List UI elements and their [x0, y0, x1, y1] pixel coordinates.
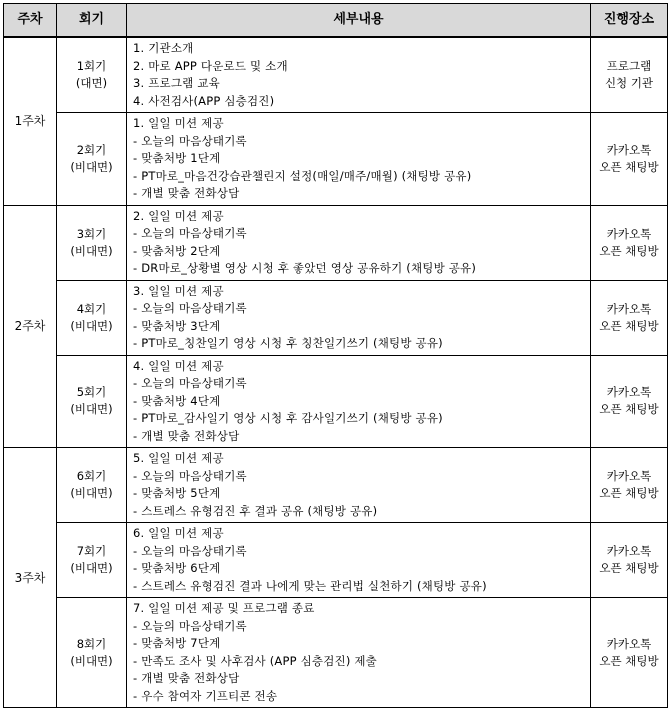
place-cell: 카카오톡 오픈 채팅방: [591, 523, 668, 598]
session-cell: 8회기 (비대면): [57, 598, 127, 708]
place-cell: 카카오톡 오픈 채팅방: [591, 448, 668, 523]
session-cell: 5회기 (비대면): [57, 355, 127, 448]
place-cell: 프로그램 신청 기관: [591, 37, 668, 113]
session-cell: 2회기 (비대면): [57, 113, 127, 206]
detail-cell: 1. 기관소개 2. 마로 APP 다운로드 및 소개 3. 프로그램 교육 4. 사전검사(APP 심층검진): [127, 37, 591, 113]
header-row: [4, 4, 668, 38]
table-row: [4, 113, 668, 206]
session-cell: 1회기 (대면): [57, 37, 127, 113]
session-cell: 6회기 (비대면): [57, 448, 127, 523]
detail-cell: 5. 일일 미션 제공 - 오늘의 마음상태기록 - 맞춤처방 5단계 - 스트레스 유형검진 후 결과 공유 (채팅방 공유): [127, 448, 591, 523]
detail-cell: 3. 일일 미션 제공 - 오늘의 마음상태기록 - 맞춤처방 3단계 - PT마로_칭찬일기 영상 시청 후 칭찬일기쓰기 (채팅방 공유): [127, 280, 591, 355]
session-cell: 3회기 (비대면): [57, 205, 127, 280]
header-week: 주차: [4, 4, 57, 38]
program-schedule-table: [3, 3, 668, 708]
header-place: 진행장소: [591, 4, 668, 38]
week-cell: 2주차: [4, 205, 57, 448]
table-row: [4, 355, 668, 448]
place-cell: 카카오톡 오픈 채팅방: [591, 205, 668, 280]
table-row: [4, 280, 668, 355]
table-row: [4, 448, 668, 523]
place-cell: 카카오톡 오픈 채팅방: [591, 598, 668, 708]
detail-cell: 1. 일일 미션 제공 - 오늘의 마음상태기록 - 맞춤처방 1단계 - PT마로_마음건강습관챌린지 설정(매일/매주/매월) (채팅방 공유) - 개별 맞춤 전화상담: [127, 113, 591, 206]
table-row: [4, 205, 668, 280]
detail-cell: 4. 일일 미션 제공 - 오늘의 마음상태기록 - 맞춤처방 4단계 - PT마로_감사일기 영상 시청 후 감사일기쓰기 (채팅방 공유) - 개별 맞춤 전화상담: [127, 355, 591, 448]
session-cell: 4회기 (비대면): [57, 280, 127, 355]
place-cell: 카카오톡 오픈 채팅방: [591, 113, 668, 206]
place-cell: 카카오톡 오픈 채팅방: [591, 280, 668, 355]
table-row: [4, 598, 668, 708]
detail-cell: 6. 일일 미션 제공 - 오늘의 마음상태기록 - 맞춤처방 6단계 - 스트레스 유형검진 결과 나에게 맞는 관리법 실천하기 (채팅방 공유): [127, 523, 591, 598]
header-session: 회기: [57, 4, 127, 38]
week-cell: 3주차: [4, 448, 57, 708]
week-cell: 1주차: [4, 37, 57, 205]
table-row: [4, 523, 668, 598]
detail-cell: 2. 일일 미션 제공 - 오늘의 마음상태기록 - 맞춤처방 2단계 - DR마로_상황별 영상 시청 후 좋았던 영상 공유하기 (채팅방 공유): [127, 205, 591, 280]
table-row: [4, 37, 668, 113]
session-cell: 7회기 (비대면): [57, 523, 127, 598]
place-cell: 카카오톡 오픈 채팅방: [591, 355, 668, 448]
detail-cell: 7. 일일 미션 제공 및 프로그램 종료 - 오늘의 마음상태기록 - 맞춤처방 7단계 - 만족도 조사 및 사후검사 (APP 심층검진) 제출 - 개별 맞춤 전화상담 - 우수 참여자 기프티콘 전송: [127, 598, 591, 708]
header-detail: 세부내용: [127, 4, 591, 38]
